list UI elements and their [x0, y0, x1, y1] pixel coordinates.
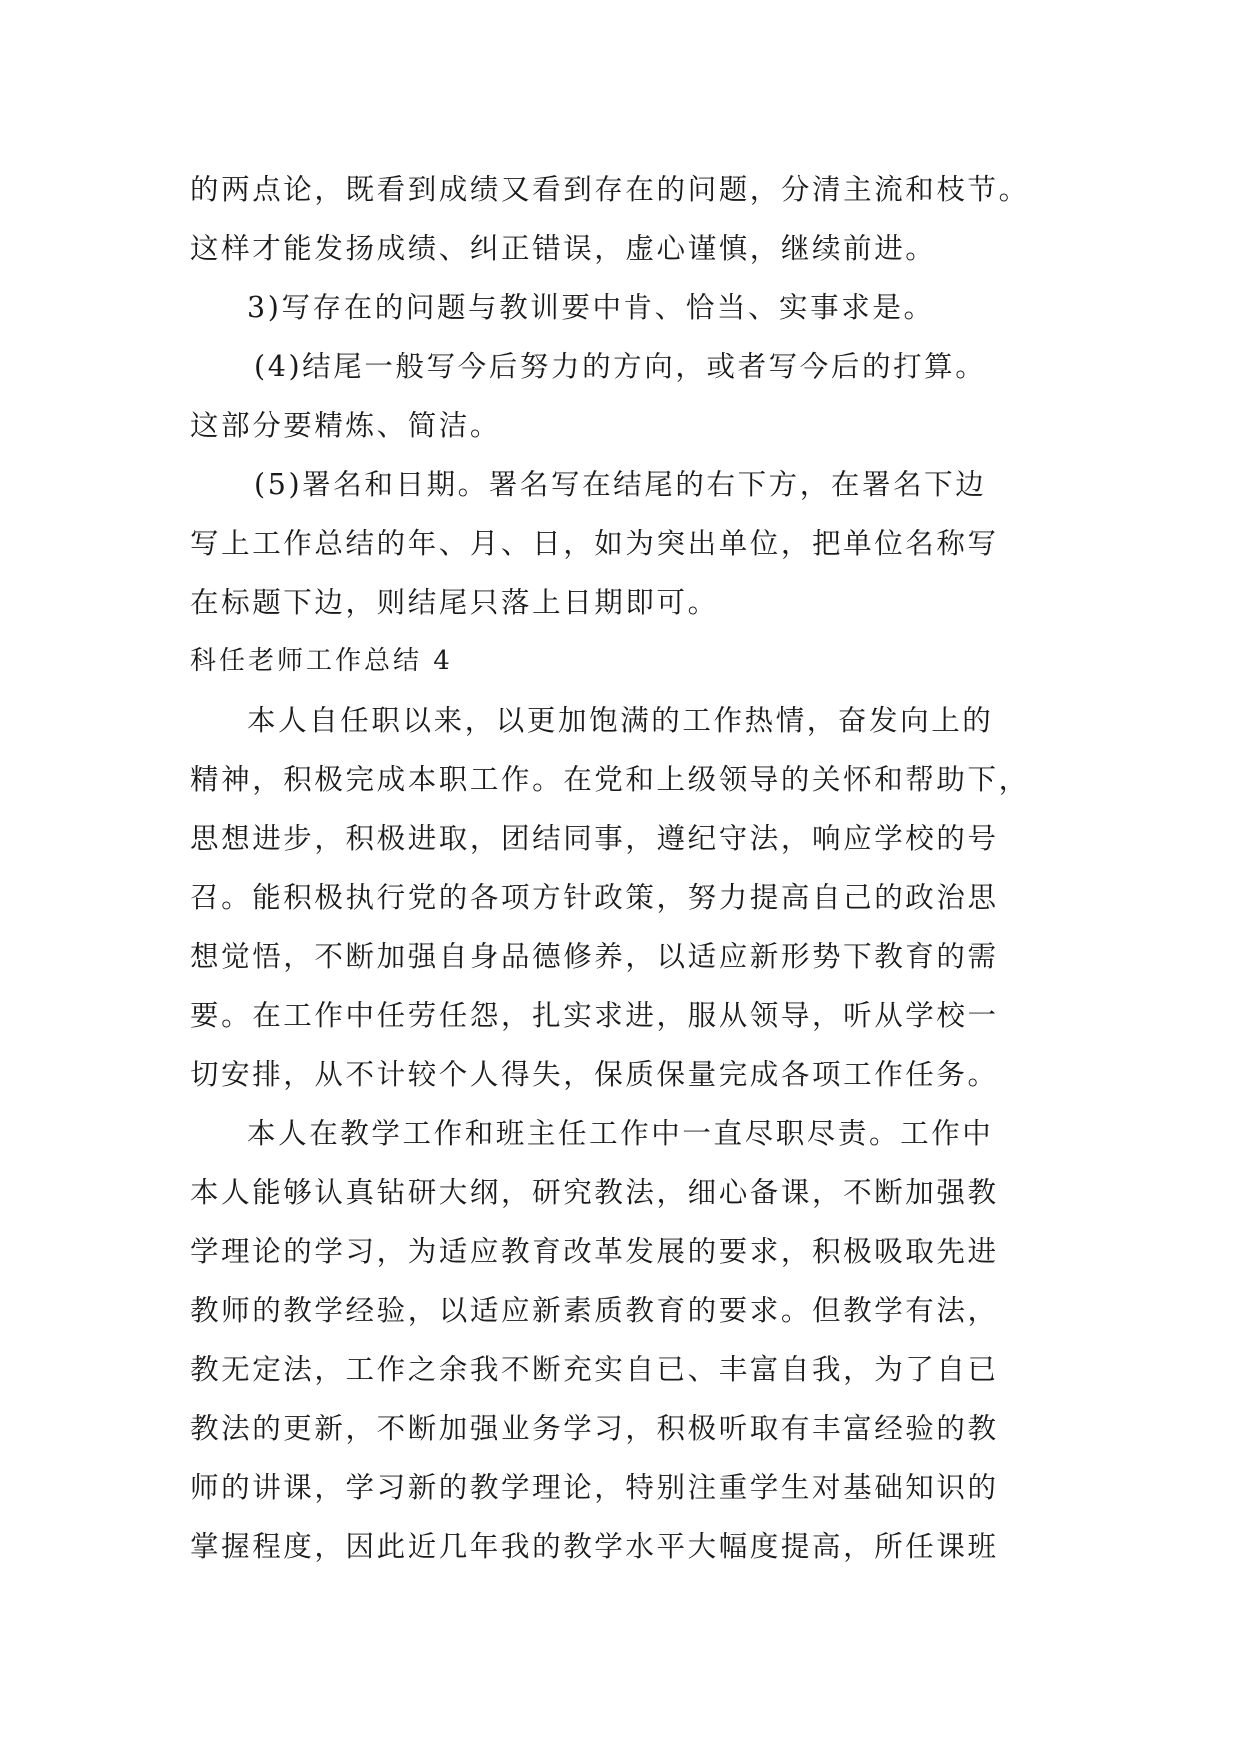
text-line: 教师的教学经验，以适应新素质教育的要求。但教学有法， [190, 1294, 999, 1327]
text-line: 召。能积极执行党的各项方针政策，努力提高自己的政治思 [190, 881, 999, 914]
section-heading: 科任老师工作总结 4 [190, 646, 453, 676]
text-line: 本人能够认真钻研大纲，研究教法，细心备课，不断加强教 [190, 1176, 999, 1209]
text-line: 要。在工作中任劳任怨，扎实求进，服从领导，听从学校一 [190, 999, 999, 1032]
text-line: 思想进步，积极进取，团结同事，遵纪守法，响应学校的号 [190, 822, 999, 855]
text-line: 切安排，从不计较个人得失，保质保量完成各项工作任务。 [190, 1058, 999, 1091]
text-line: 想觉悟，不断加强自身品德修养，以适应新形势下教育的需 [190, 940, 999, 973]
text-line-item-3: 3)写存在的问题与教训要中肯、恰当、实事求是。 [247, 291, 935, 324]
text-line: 在标题下边，则结尾只落上日期即可。 [190, 586, 719, 619]
text-line-item-5: (5)署名和日期。署名写在结尾的右下方，在署名下边 [254, 468, 987, 501]
paragraph-start: 本人自任职以来，以更加饱满的工作热情，奋发向上的 [247, 704, 994, 737]
text-line: 的两点论，既看到成绩又看到存在的问题，分清主流和枝节。 [190, 173, 1030, 206]
text-line: 师的讲课，学习新的教学理论，特别注重学生对基础知识的 [190, 1471, 999, 1504]
text-line-item-4: (4)结尾一般写今后努力的方向，或者写今后的打算。 [254, 350, 987, 383]
text-line: 这部分要精炼、简洁。 [190, 409, 502, 442]
text-line: 学理论的学习，为适应教育改革发展的要求，积极吸取先进 [190, 1235, 999, 1268]
text-line: 教无定法，工作之余我不断充实自已、丰富自我，为了自已 [190, 1353, 999, 1386]
text-line: 写上工作总结的年、月、日，如为突出单位，把单位名称写 [190, 527, 999, 560]
text-line: 掌握程度，因此近几年我的教学水平大幅度提高，所任课班 [190, 1530, 999, 1563]
document-body [190, 160, 1070, 1576]
text-line: 这样才能发扬成绩、纠正错误，虚心谨慎，继续前进。 [190, 232, 937, 265]
paragraph-start: 本人在教学工作和班主任工作中一直尽职尽责。工作中 [247, 1117, 994, 1150]
text-line: 教法的更新，不断加强业务学习，积极听取有丰富经验的教 [190, 1412, 999, 1445]
text-line: 精神，积极完成本职工作。在党和上级领导的关怀和帮助下， [190, 763, 1030, 796]
